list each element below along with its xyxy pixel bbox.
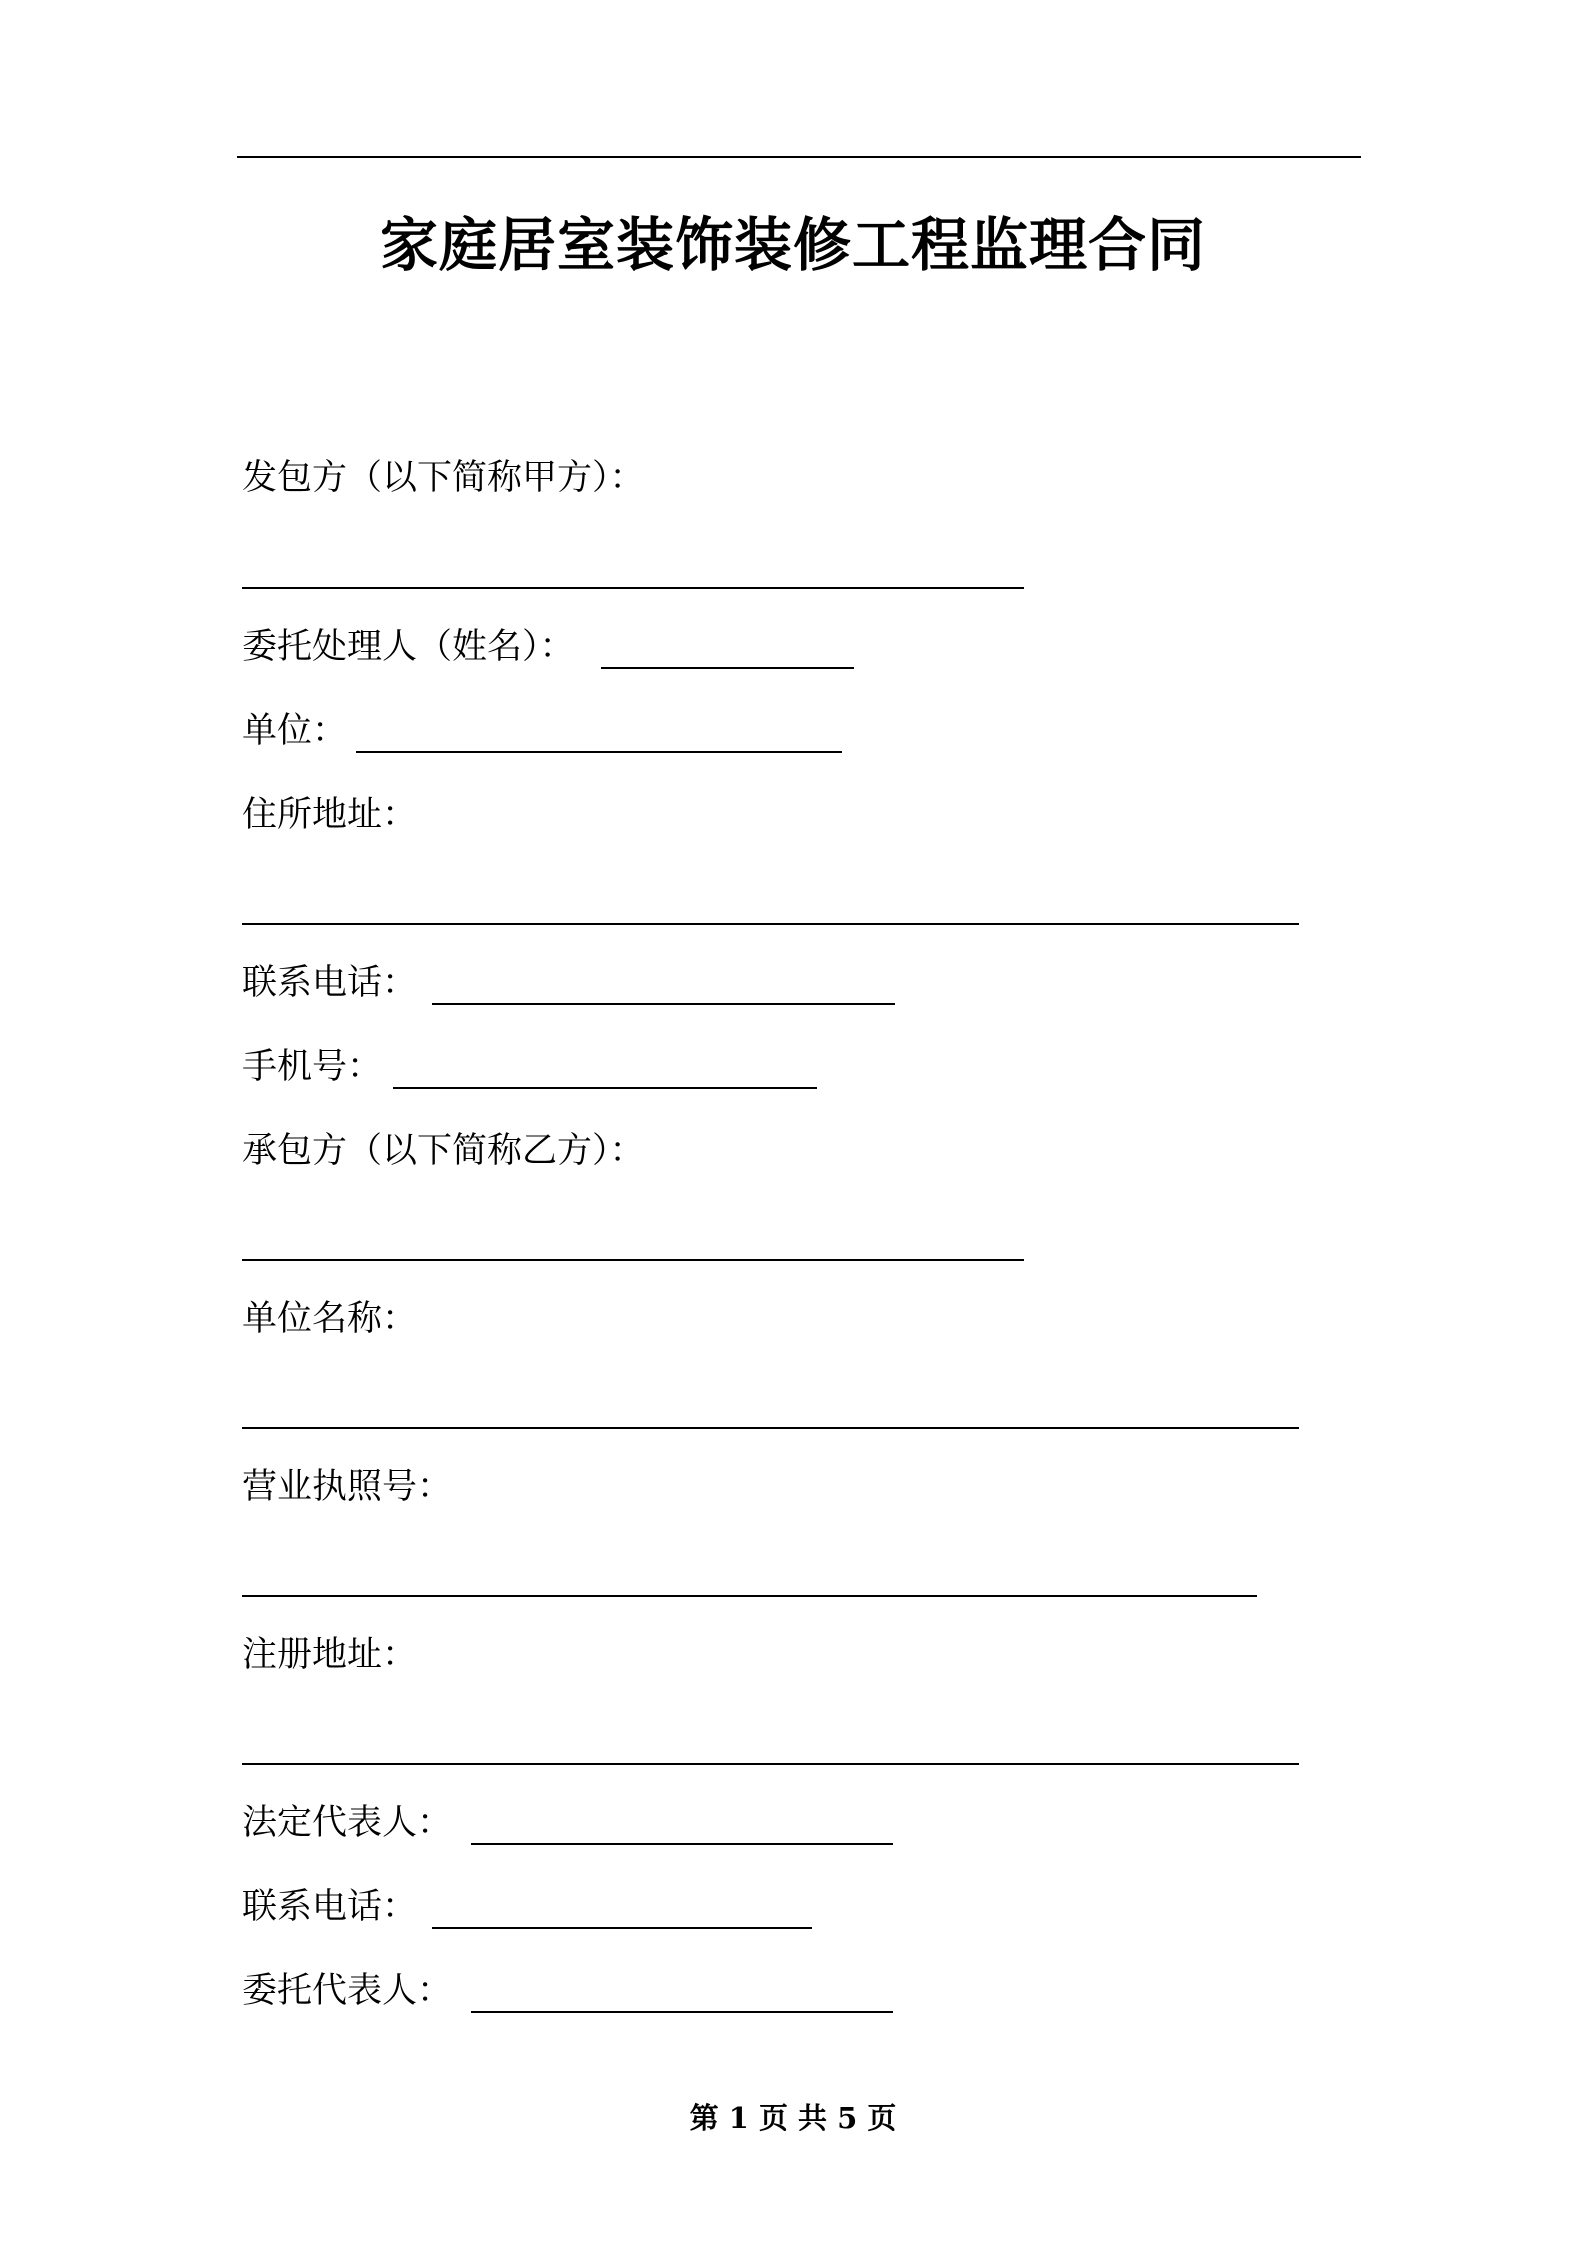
party-b-heading: 承包方（以下简称乙方）： — [242, 1131, 645, 1171]
party-a-heading: 发包方（以下简称甲方）： — [242, 458, 645, 498]
header-rule — [237, 156, 1361, 158]
party-b-reg-address-label: 注册地址： — [242, 1635, 418, 1675]
party-a-mobile-blank — [393, 1087, 817, 1089]
party-b-phone-blank — [432, 1927, 812, 1929]
party-a-phone-blank — [432, 1003, 895, 1005]
party-a-address-blank — [242, 923, 1299, 925]
party-b-license-blank — [242, 1595, 1257, 1597]
party-b-delegate-label: 委托代表人： — [242, 1971, 453, 2011]
party-a-unit-blank — [356, 751, 842, 753]
party-b-delegate-blank — [471, 2011, 893, 2013]
party-b-legal-rep-label: 法定代表人： — [242, 1803, 453, 1843]
party-a-unit-label: 单位： — [242, 711, 348, 751]
party-a-phone-label: 联系电话： — [242, 963, 418, 1003]
party-a-agent-blank — [601, 667, 854, 669]
document-title: 家庭居室装饰装修工程监理合同 — [379, 211, 1206, 279]
party-b-phone-label: 联系电话： — [242, 1887, 418, 1927]
party-b-unit-name-blank — [242, 1427, 1299, 1429]
party-a-mobile-label: 手机号： — [242, 1047, 383, 1087]
party-b-legal-rep-blank — [471, 1843, 893, 1845]
party-b-license-label: 营业执照号： — [242, 1467, 453, 1507]
party-a-address-label: 住所地址： — [242, 795, 418, 835]
party-a-name-blank — [242, 587, 1024, 589]
party-b-name-blank — [242, 1259, 1024, 1261]
party-a-agent-label: 委托处理人（姓名）： — [242, 627, 575, 667]
party-b-unit-name-label: 单位名称： — [242, 1299, 418, 1339]
party-b-reg-address-blank — [242, 1763, 1299, 1765]
page-indicator: 第 1 页 共 5 页 — [689, 2101, 897, 2135]
